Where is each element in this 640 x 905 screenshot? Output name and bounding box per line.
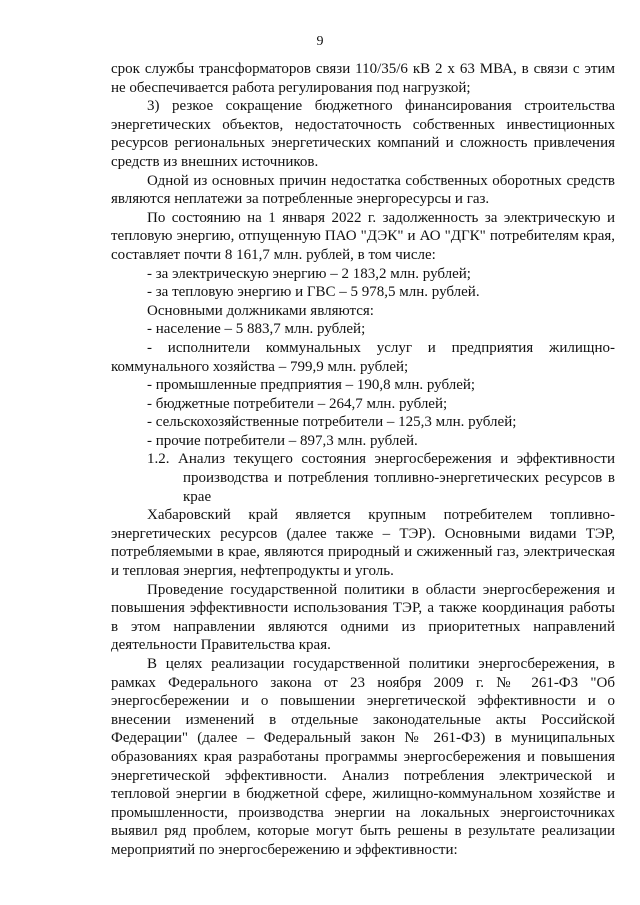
paragraph-debt-total: По состоянию на 1 января 2022 г. задолженность за электрическую и тепловую энергию, отпущенную ПАО "ДЭК" и АО "ДГК" потребителям края, составляет почти 8 161,7 млн. рублей, в том числе: — [111, 209, 615, 263]
list-item-debtor-agriculture: - сельскохозяйственные потребители – 125,3 млн. рублей; — [147, 414, 517, 431]
paragraph-debtors-intro: Основными должниками являются: — [147, 302, 374, 319]
document-body — [111, 60, 615, 860]
list-item-debt-heat: - за тепловую энергию и ГВС – 5 978,5 млн. рублей. — [147, 284, 480, 301]
list-item-debtor-other: - прочие потребители – 897,3 млн. рублей. — [147, 432, 418, 449]
paragraph-budget-cut: 3) резкое сокращение бюджетного финансирования строительства энергетических объектов, недостаточность собственных инвестиционных ресурсов региональных энергетических компаний и сложность привлечения средств из внешних источников. — [111, 98, 615, 170]
paragraph-khabarovsk-consumer: Хабаровский край является крупным потребителем топливно-энергетических ресурсов (далее также – ТЭР). Основными видами ТЭР, потребляемыми в крае, являются природный и сжиженный газ, электрическая и тепловая энергия, нефтепродукты и уголь. — [111, 507, 615, 580]
list-item-debt-electric: - за электрическую энергию – 2 183,2 млн. рублей; — [147, 265, 471, 282]
paragraph-non-payment: Одной из основных причин недостатка собственных оборотных средств являются неплатежи за потребленные энергоресурсы и газ. — [111, 172, 615, 208]
paragraph-federal-law: В целях реализации государственной политики энергосбережения, в рамках Федерального закона от 23 ноября 2009 г. № 261-ФЗ "Об энергосбережении и о повышении энергетической эффективности и о внесении изменений в отдельные законодательные акты Российской Федерации" (далее – Федеральный закон № 261-ФЗ) в муниципальных образованиях края разработаны программы энергосбережения и повышения энергетической эффективности. Анализ потребления электрической и тепловой энергии в бюджетной сфере, жилищно-коммунальном хозяйстве и промышленности, производства энергии на локальных энергоисточниках выявил ряд проблем, которые могут быть решены в результате реализации мероприятий по энергосбережению и эффективности: — [111, 656, 615, 858]
paragraph-state-policy: Проведение государственной политики в области энергосбережения и повышения эффективности использования ТЭР, а также координация работы в этом направлении являются одними из приоритетных направлений деятельности Правительства края. — [111, 581, 615, 654]
section-heading: 1.2. Анализ текущего состояния энергосбережения и эффективности производства и потребления топливно-энергетических ресурсов в крае — [147, 451, 615, 505]
list-item-debtor-budget: - бюджетные потребители – 264,7 млн. рублей; — [147, 395, 448, 412]
page-number: 9 — [316, 34, 324, 49]
list-item-debtor-industry: - промышленные предприятия – 190,8 млн. рублей; — [147, 377, 476, 394]
list-item-debtor-population: - население – 5 883,7 млн. рублей; — [147, 321, 366, 338]
paragraph-transformers: срок службы трансформаторов связи 110/35/6 кВ 2 х 63 МВА, в связи с этим не обеспечивается работа регулирования под нагрузкой; — [111, 61, 615, 96]
list-item-debtor-utilities: - исполнители коммунальных услуг и предприятия жилищно-коммунального хозяйства – 799,9 млн. рублей; — [111, 339, 615, 375]
